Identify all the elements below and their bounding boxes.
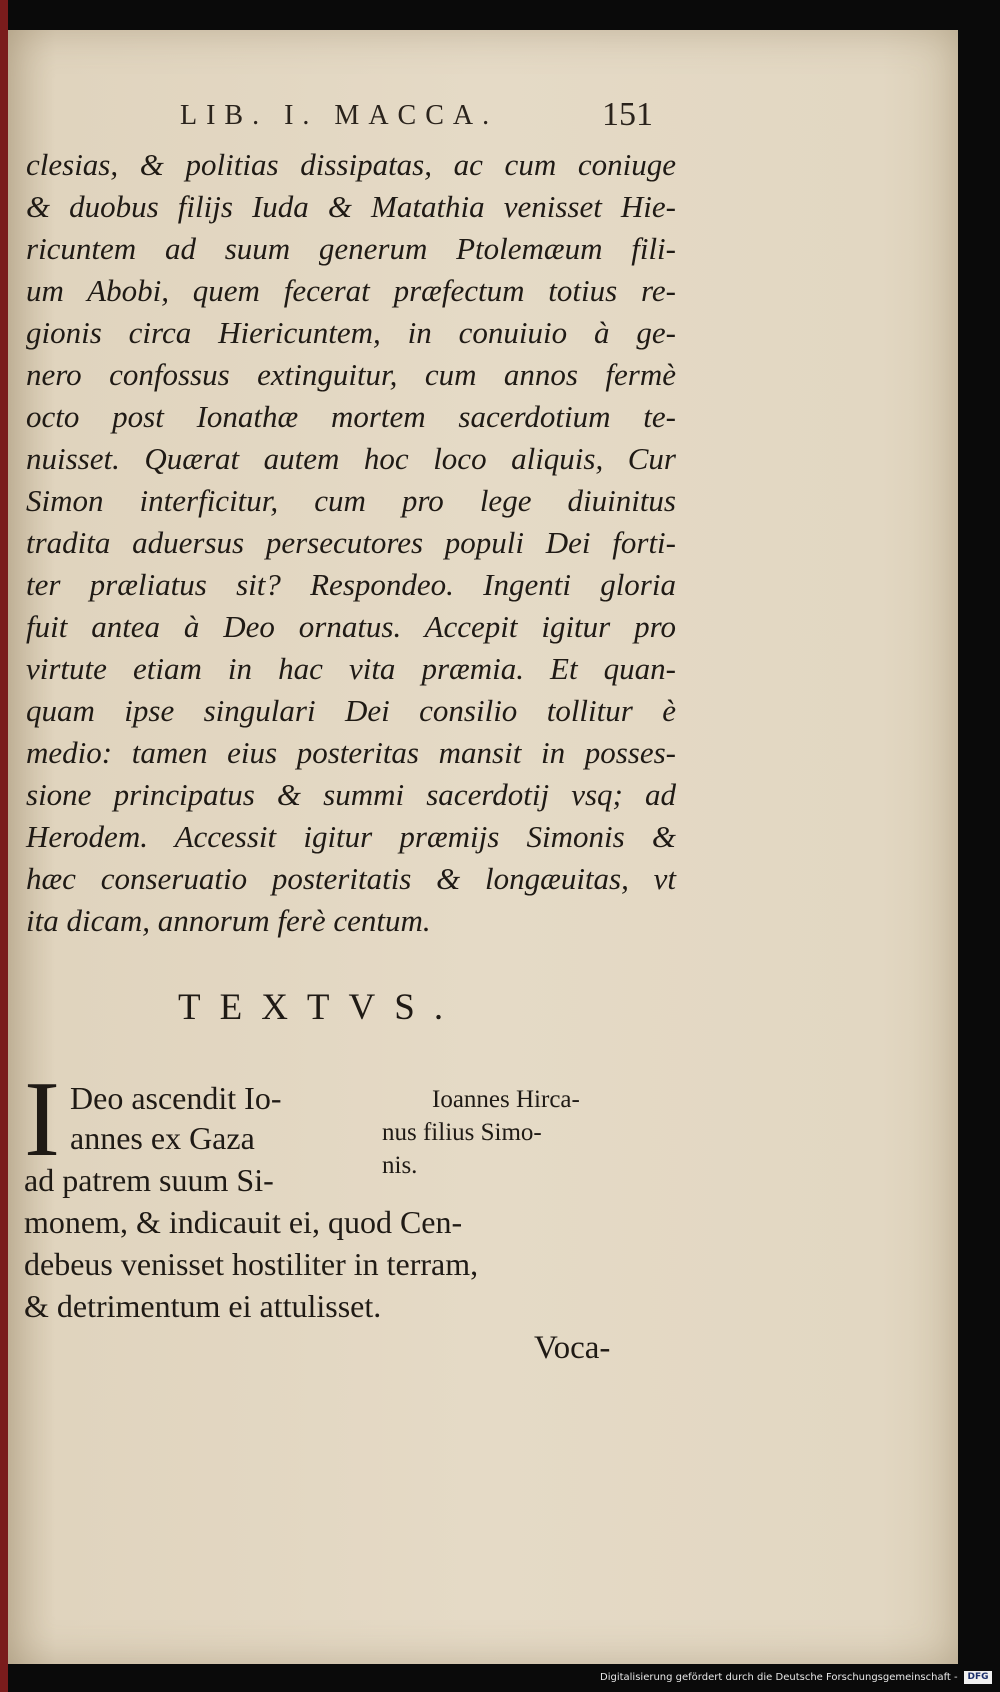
commentary-line: Herodem. Accessit igitur præmijs Simonis & xyxy=(26,819,676,854)
dfg-logo: DFG xyxy=(964,1671,992,1684)
textus-line: debeus venisset hostiliter in terram, xyxy=(24,1246,479,1282)
commentary-line: Simon interficitur, cum pro lege diuinitus xyxy=(26,483,676,518)
margin-note-line: nus filius Simo- xyxy=(382,1119,542,1146)
commentary-block xyxy=(26,144,676,942)
catchword: Voca- xyxy=(534,1330,611,1366)
digitization-credit: Digitalisierung gefördert durch die Deutsche Forschungsgemeinschaft - xyxy=(600,1672,958,1683)
margin-note-line: Ioannes Hirca- xyxy=(432,1086,580,1113)
running-head: LIB. I. MACCA. xyxy=(180,100,499,131)
commentary-line: hæc conseruatio posteritatis & longæuitas, vt xyxy=(26,861,676,896)
textus-line: annes ex Gaza xyxy=(70,1120,255,1156)
commentary-line: quam ipse singulari Dei consilio tollitur è xyxy=(26,693,676,728)
commentary-line: & duobus filijs Iuda & Matathia venisset Hie- xyxy=(26,189,676,224)
commentary-line: ter præliatus sit? Respondeo. Ingenti gloria xyxy=(26,567,676,602)
commentary-line: ita dicam, annorum ferè centum. xyxy=(26,903,431,938)
commentary-line: nuisset. Quærat autem hoc loco aliquis, Cur xyxy=(26,441,676,476)
drop-cap: I xyxy=(24,1060,60,1179)
commentary-line: fuit antea à Deo ornatus. Accepit igitur pro xyxy=(26,609,676,644)
textus-line: monem, & indicauit ei, quod Cen- xyxy=(24,1204,463,1240)
commentary-line: virtute etiam in hac vita præmia. Et quan- xyxy=(26,651,676,686)
commentary-line: nero confossus extinguitur, cum annos fermè xyxy=(26,357,676,392)
binding-edge xyxy=(0,0,8,1692)
commentary-line: um Abobi, quem fecerat præfectum totius re- xyxy=(26,273,676,308)
commentary-line: ricuntem ad suum generum Ptolemæum fili- xyxy=(26,231,676,266)
section-heading-textus: TEXTVS. xyxy=(178,987,463,1028)
commentary-line: gionis circa Hiericuntem, in conuiuio à ge- xyxy=(26,315,676,350)
textus-line: ad patrem suum Si- xyxy=(24,1162,274,1198)
commentary-line: octo post Ionathæ mortem sacerdotium te- xyxy=(26,399,676,434)
textus-line: & detrimentum ei attulisset. xyxy=(24,1288,382,1324)
page-number: 151 xyxy=(602,96,653,133)
commentary-line: medio: tamen eius posteritas mansit in posses- xyxy=(26,735,676,770)
commentary-line: sione principatus & summi sacerdotij vsq; ad xyxy=(26,777,676,812)
margin-note-line: nis. xyxy=(382,1152,418,1179)
textus-line: Deo ascendit Io- xyxy=(70,1080,282,1116)
commentary-line: tradita aduersus persecutores populi Dei forti- xyxy=(26,525,676,560)
commentary-line: clesias, & politias dissipatas, ac cum coniuge xyxy=(26,147,676,182)
